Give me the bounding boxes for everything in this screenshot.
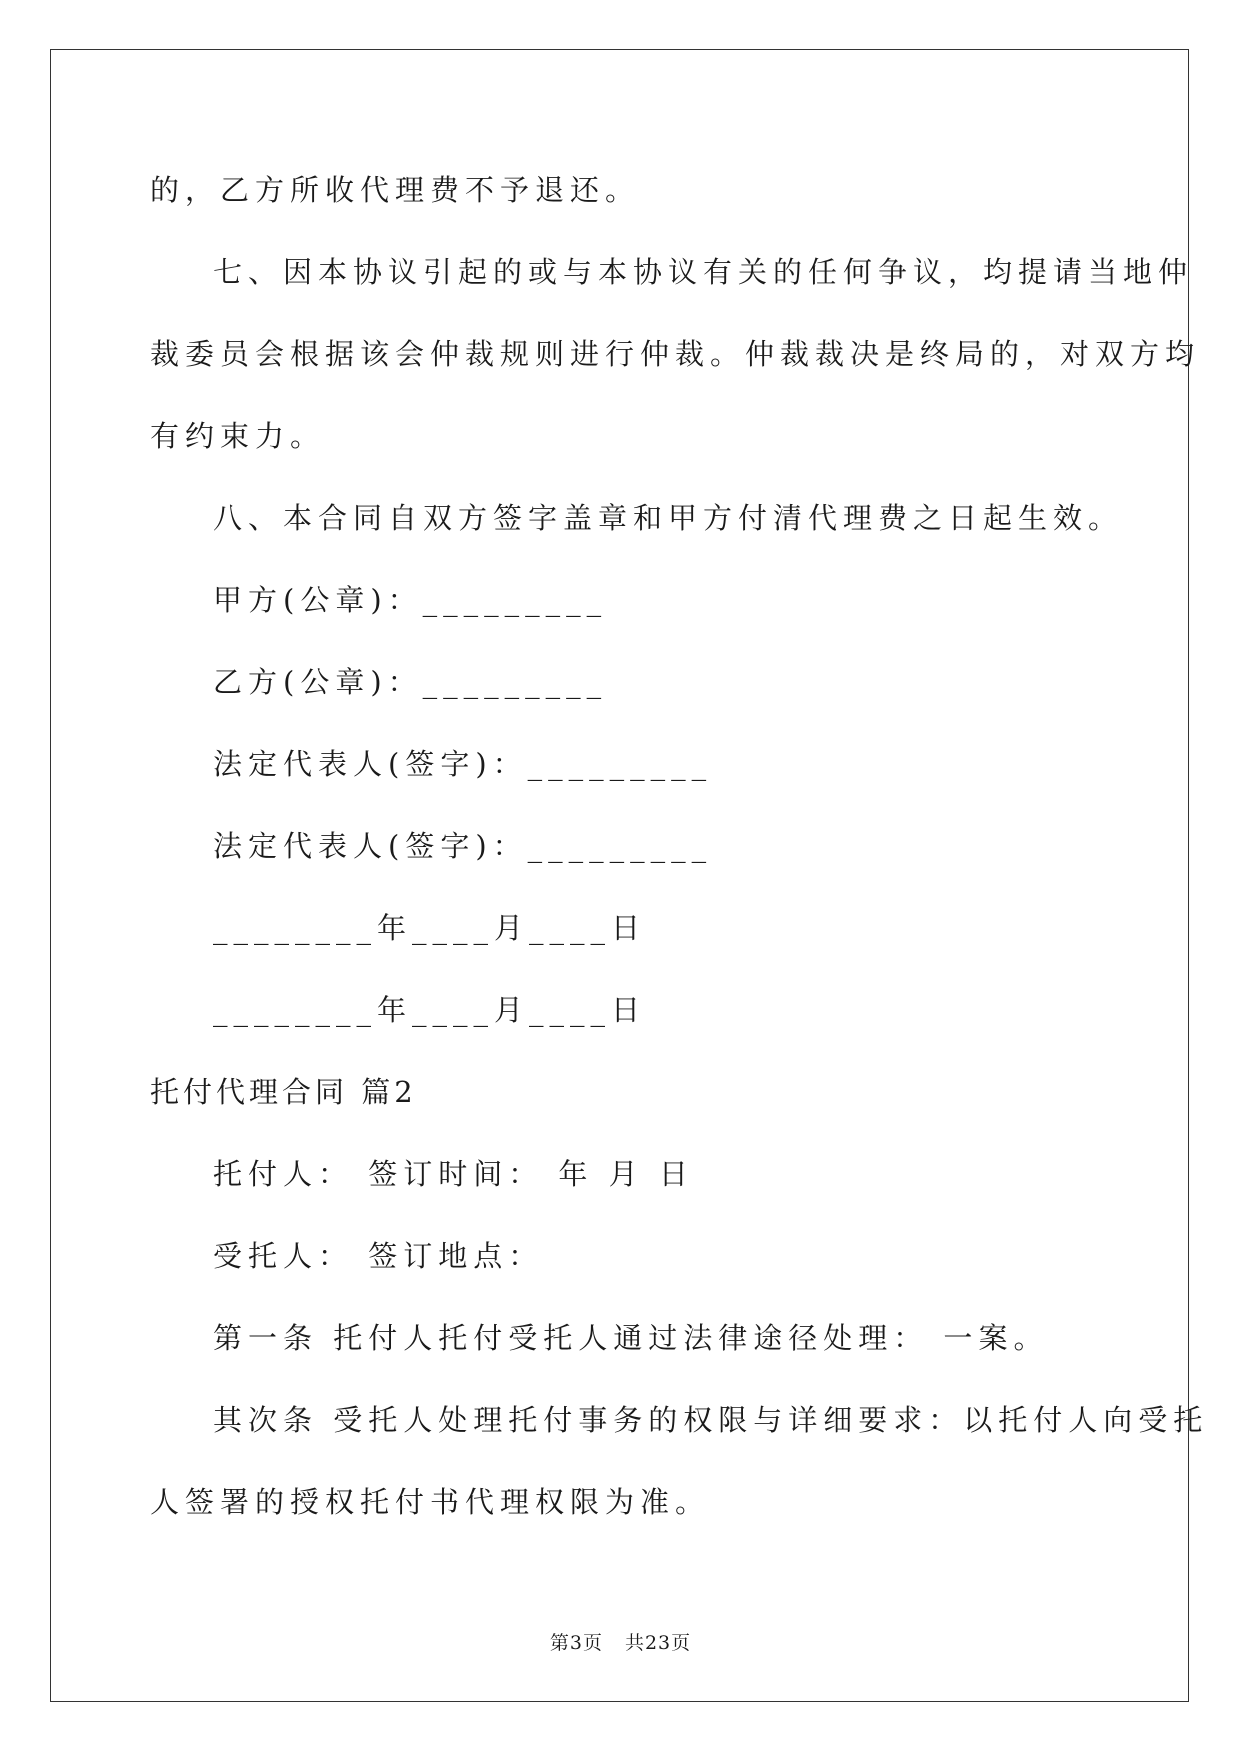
signature-line-party-b: 乙方(公章)：_________ bbox=[213, 665, 608, 699]
signature-line-party-a: 甲方(公章)：_________ bbox=[213, 583, 608, 617]
page-number: 第3页 bbox=[549, 1632, 603, 1654]
page-border bbox=[50, 49, 1189, 1702]
paragraph-line: 裁委员会根据该会仲裁规则进行仲裁。仲裁裁决是终局的，对双方均 bbox=[150, 337, 1201, 371]
signature-line-legal-rep: 法定代表人(签字)：_________ bbox=[213, 747, 713, 781]
signature-line-legal-rep: 法定代表人(签字)：_________ bbox=[213, 829, 713, 863]
paragraph-line: 有约束力。 bbox=[150, 419, 326, 453]
paragraph-line: 人签署的授权托付书代理权限为准。 bbox=[150, 1485, 711, 1519]
section-heading: 托付代理合同 篇2 bbox=[150, 1075, 417, 1109]
date-line: ________年____月____日 bbox=[213, 911, 647, 945]
page-footer bbox=[0, 1628, 1241, 1655]
paragraph-line: 受托人： 签订地点： bbox=[213, 1239, 544, 1273]
page-total: 共23页 bbox=[624, 1632, 692, 1654]
paragraph-line: 八、本合同自双方签字盖章和甲方付清代理费之日起生效。 bbox=[213, 501, 1124, 535]
paragraph-line: 的，乙方所收代理费不予退还。 bbox=[150, 173, 641, 207]
paragraph-line: 七、因本协议引起的或与本协议有关的任何争议，均提请当地仲 bbox=[213, 255, 1194, 289]
paragraph-line: 第一条 托付人托付受托人通过法律途径处理： 一案。 bbox=[213, 1321, 1049, 1355]
date-line: ________年____月____日 bbox=[213, 993, 647, 1027]
paragraph-line: 托付人： 签订时间： 年 月 日 bbox=[213, 1157, 694, 1191]
paragraph-line: 其次条 受托人处理托付事务的权限与详细要求：以托付人向受托 bbox=[213, 1403, 1209, 1437]
